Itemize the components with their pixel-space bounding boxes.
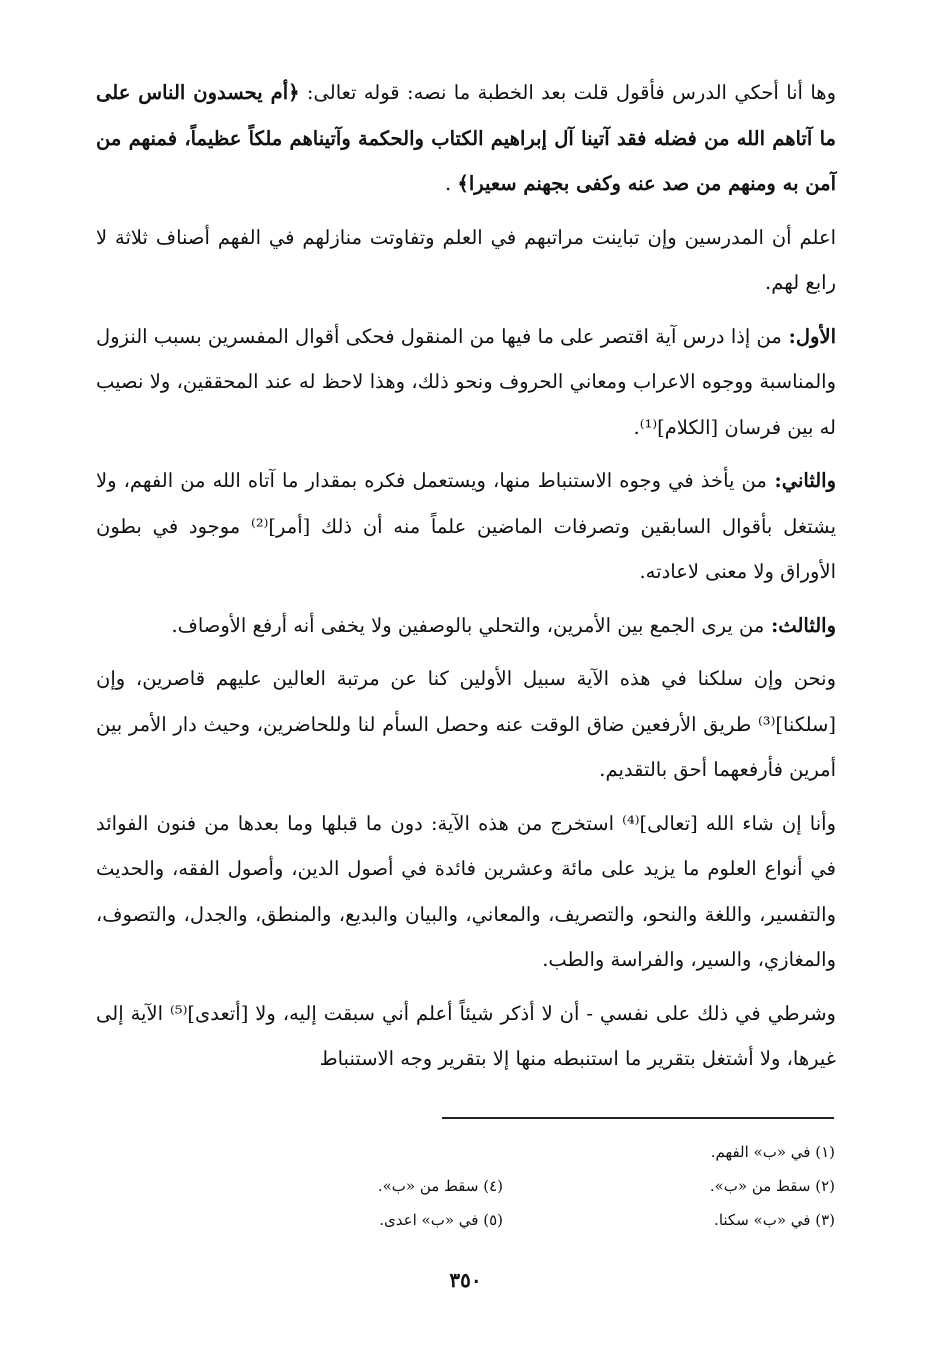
paragraph-classes: اعلم أن المدرسين وإن تباينت مراتبهم في العلم وتفاوتت منازلهم في الفهم أصناف ثلاثة لا رابع لهم. — [96, 225, 836, 294]
footnote-2: (٢) سقط من «ب». — [709, 1177, 835, 1195]
footnote-divider — [442, 1117, 834, 1119]
label-second: والثاني: — [766, 469, 836, 492]
label-third: والثالث: — [764, 613, 836, 637]
label-first: الأول: — [781, 324, 836, 348]
paragraph-path: ونحن وإن سلكنا في هذه الآية سبيل الأولين كنا عن مرتبة العالين عليهم قاصرين، وإن [سلكنا]⁽³⁾ طريق الأرفعين ضاق الوقت عنه وحصل السأم لنا وللحاضرين، وحيث دار الأمر بين أمرين فأرفعهما أحق بالتقديم. — [96, 667, 836, 781]
text-third: من يرى الجمع بين الأمرين، والتحلي بالوصفين ولا يخفى أنه أرفع الأوصاف. — [171, 613, 765, 637]
footnote-1: (١) في «ب» الفهم. — [710, 1143, 835, 1161]
main-text — [96, 70, 836, 1090]
paragraph-benefits: وأنا إن شاء الله [تعالى]⁽⁴⁾ استخرج من هذه الآية: دون ما قبلها وما بعدها من فنون الفوائد في أنواع العلوم ما يزيد على مائة وعشرين فائدة في أصول الدين، وأصول الفقه، والحديث والتفسير، واللغة والنحو، والتصريف، والمعاني، والبيان والبديع، والمنطق، والجدل، والتصوف، والمغازي، والسير، والفراسة والطب. — [96, 811, 836, 971]
footnote-4: (٤) سقط من «ب». — [377, 1177, 503, 1195]
paragraph-third — [96, 603, 836, 649]
footnote-3: (٣) في «ب» سكنا. — [714, 1211, 835, 1229]
intro-paragraph — [96, 70, 836, 207]
quran-verse: ﴿أم يحسدون الناس على ما آتاهم الله من فضله فقد آتينا آل إبراهيم الكتاب والحكمة وآتيناهم ملكاً عظيماً، فمنهم من آمن به ومنهم من صد عنه وكفى بجهنم سعيرا﴾ — [96, 81, 836, 195]
footnotes-left-column — [263, 1169, 503, 1237]
intro-end: . — [445, 172, 458, 195]
paragraph-second — [96, 458, 836, 595]
page-number: ٣٥٠ — [449, 1268, 482, 1292]
paragraph-first — [96, 314, 836, 451]
footnotes-right-column — [535, 1135, 835, 1237]
text-first: من إذا درس آية اقتصر على ما فيها من المنقول فحكى أقوال المفسرين بسبب النزول والمناسبة ووجوه الاعراب ومعاني الحروف ونحو ذلك، وهذا لاحظ له عند المحققين، ولا نصيب له بين فرسان [الكلام]⁽¹⁾. — [96, 324, 836, 439]
footnote-5: (٥) في «ب» اعدى. — [379, 1211, 503, 1229]
text-second: من يأخذ في وجوه الاستنباط منها، ويستعمل فكره بمقدار ما آتاه الله من الفهم، ولا يشتغل بأقوال السابقين وتصرفات الماضين علماً منه أن ذلك [أمر]⁽²⁾ موجود في بطون الأوراق ولا معنى لاعادته. — [96, 469, 836, 583]
intro-lead: وها أنا أحكي الدرس فأقول قلت بعد الخطبة ما نصه: قوله تعالى: — [299, 81, 836, 104]
paragraph-condition: وشرطي في ذلك على نفسي - أن لا أذكر شيئاً أعلم أني سبقت إليه، ولا [أتعدى]⁽⁵⁾ الآية إلى غيرها، ولا أشتغل بتقرير ما استنبطه منها إلا بتقرير وجه الاستنباط — [96, 1001, 836, 1070]
